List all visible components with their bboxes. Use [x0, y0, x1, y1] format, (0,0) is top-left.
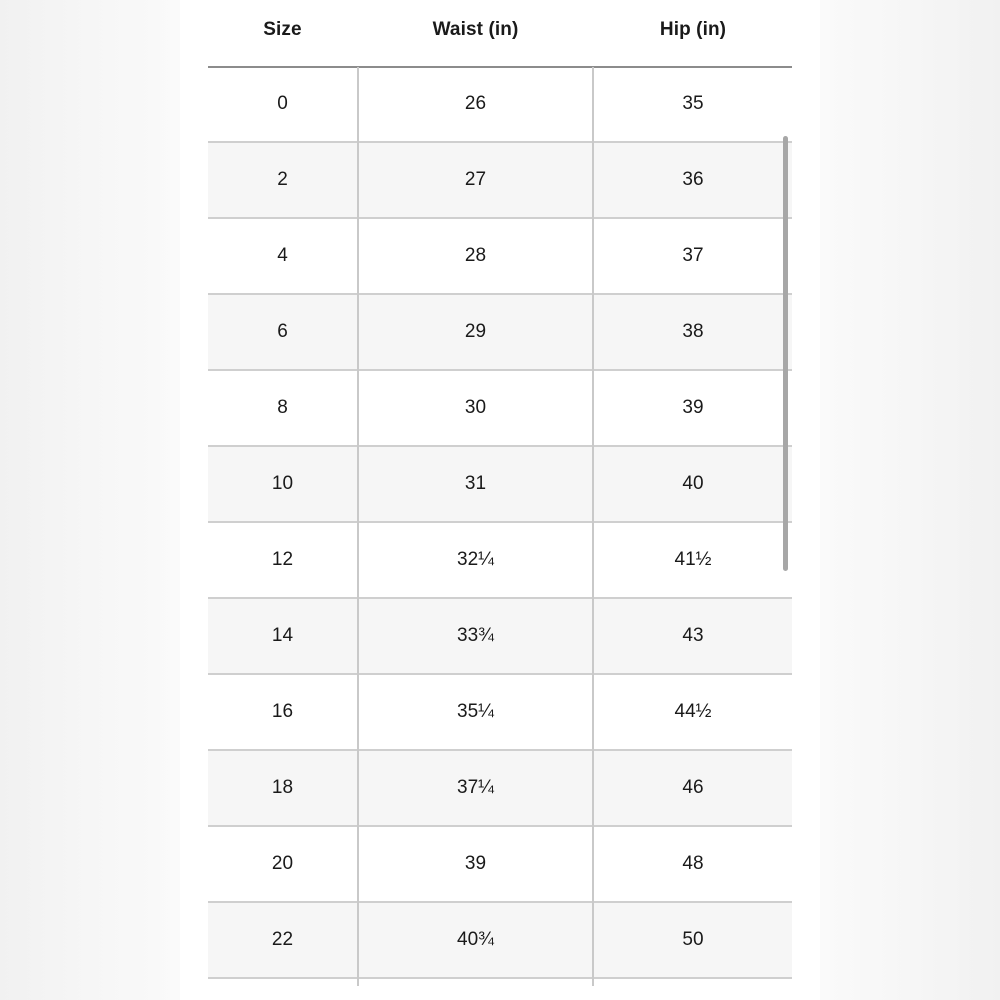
column-divider-2 — [592, 67, 594, 986]
cell-size: 8 — [277, 397, 288, 418]
table-row — [208, 523, 792, 599]
scrollbar-thumb[interactable] — [783, 136, 788, 571]
cell-waist: 39 — [464, 853, 487, 874]
cell-hip: 41½ — [674, 549, 712, 570]
size-chart-header — [208, 0, 792, 67]
cell-size: 10 — [271, 473, 294, 494]
cell-hip: 44½ — [674, 701, 712, 722]
cell-waist: 29 — [464, 321, 487, 342]
cell-hip: 43 — [682, 625, 704, 646]
table-row — [208, 827, 792, 903]
cell-size: 2 — [277, 169, 288, 190]
table-row — [208, 903, 792, 979]
table-row — [208, 675, 792, 751]
cell-hip: 48 — [682, 853, 704, 874]
cell-size: 12 — [271, 549, 294, 570]
cell-size: 0 — [277, 93, 288, 114]
cell-hip: 37 — [682, 245, 704, 266]
table-row — [208, 599, 792, 675]
cell-hip: 36 — [682, 169, 704, 190]
cell-size: 6 — [277, 321, 288, 342]
cell-hip: 40 — [682, 473, 704, 494]
header-hip: Hip (in) — [659, 19, 727, 40]
cell-waist: 33¾ — [457, 625, 494, 646]
cell-hip: 38 — [682, 321, 704, 342]
cell-waist: 27 — [464, 169, 487, 190]
cell-waist: 32¼ — [457, 549, 494, 570]
table-row — [208, 67, 792, 143]
cell-size: 18 — [271, 777, 294, 798]
table-row — [208, 751, 792, 827]
table-row — [208, 143, 792, 219]
table-row — [208, 371, 792, 447]
cell-hip: 46 — [682, 777, 704, 798]
cell-hip: 39 — [682, 397, 704, 418]
cell-hip: 35 — [682, 93, 704, 114]
cell-size: 4 — [277, 245, 288, 266]
cell-waist: 37¼ — [457, 777, 494, 798]
cell-waist: 40¾ — [457, 929, 494, 950]
page-background-left — [0, 0, 180, 1000]
column-divider-1 — [357, 67, 359, 986]
cell-waist: 35¼ — [457, 701, 494, 722]
cell-size: 22 — [271, 929, 294, 950]
size-chart-table — [208, 67, 792, 979]
cell-waist: 31 — [464, 473, 487, 494]
table-row — [208, 447, 792, 523]
header-waist: Waist (in) — [432, 19, 519, 40]
cell-size: 20 — [271, 853, 294, 874]
table-row — [208, 295, 792, 371]
page-background-right — [820, 0, 1000, 1000]
cell-waist: 30 — [464, 397, 487, 418]
cell-waist: 28 — [464, 245, 487, 266]
cell-size: 14 — [271, 625, 294, 646]
cell-waist: 26 — [464, 93, 487, 114]
cell-hip: 50 — [682, 929, 704, 950]
header-size: Size — [263, 19, 302, 40]
cell-size: 16 — [271, 701, 294, 722]
table-row — [208, 219, 792, 295]
